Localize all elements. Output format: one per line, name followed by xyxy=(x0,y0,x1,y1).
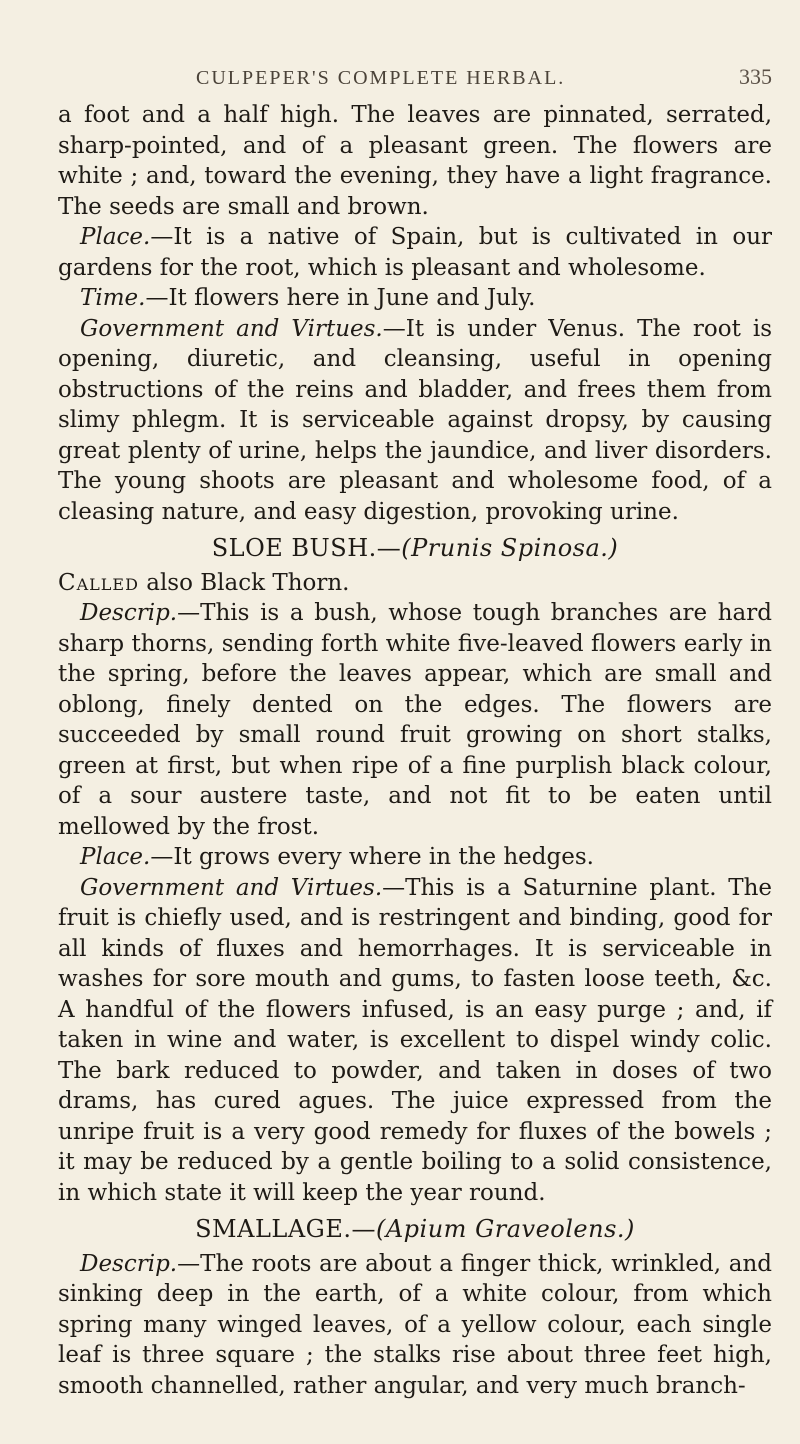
called-text: also Black Thorn. xyxy=(138,569,350,596)
sloe-latin-name: (Prunis Spinosa.) xyxy=(401,534,619,562)
descrip-text: —This is a bush, whose tough branches are hard sharp thorns, sending forth white five-leaved flowers early in the spring, before the leaves appear, which are small and oblong, finely dented on the edges. The flowers are succeeded by small round fruit growing on short stalks, green at first, but when ripe of a fine purplish black colour, of a sour austere taste, and not fit to be eaten until mellowed by the frost. xyxy=(58,600,772,840)
sloe-place-paragraph xyxy=(58,842,772,873)
place-label: Place. xyxy=(80,224,151,250)
sloe-government-paragraph xyxy=(58,873,772,1209)
sloe-heading-text: SLOE BUSH.— xyxy=(211,534,402,562)
intro-time-paragraph xyxy=(58,283,772,314)
intro-paragraph: a foot and a half high. The leaves are pinnated, serrated, sharp-pointed, and of a pleasant green. The flowers are white ; and, toward the evening, they have a light fragrance. The seeds are small and brown. xyxy=(58,102,772,220)
intro-place-paragraph xyxy=(58,222,772,283)
descrip-text: —The roots are about a finger thick, wrinkled, and sinking deep in the earth, of a white colour, from which spring many winged leaves, of a yellow colour, each single leaf is three square ; the stalks rise about three feet high, smooth channelled, rather angular, and very much branch- xyxy=(58,1250,772,1399)
sloe-bush-heading xyxy=(58,533,772,564)
time-label: Time. xyxy=(80,285,146,311)
page-number: 335 xyxy=(739,64,772,89)
smallage-description-paragraph xyxy=(58,1249,772,1402)
intro-government-paragraph xyxy=(58,314,772,528)
called-label: Called xyxy=(58,569,139,596)
place-text: —It is a native of Spain, but is cultivated in our gardens for the root, which is pleasant and wholesome. xyxy=(58,224,772,281)
smallage-latin-name: (Apium Graveolens.) xyxy=(375,1215,635,1243)
time-text: —It flowers here in June and July. xyxy=(145,285,536,311)
running-header xyxy=(196,64,772,90)
sloe-called-paragraph xyxy=(58,568,772,599)
sloe-description-paragraph xyxy=(58,598,772,842)
government-label: Government and Virtues. xyxy=(80,315,383,342)
government-text: —This is a Saturnine plant. The fruit is chiefly used, and is restringent and binding, good for all kinds of fluxes and hemorrhages. It is serviceable in washes for sore mouth and gums, to fasten loose teeth, &c. A handful of the flowers infused, is an easy purge ; and, if taken in wine and water, is excellent to dispel windy colic. The bark reduced to powder, and taken in doses of two drams, has cured agues. The juice expressed from the unripe fruit is a very good remedy for fluxes of the bowels ; it may be reduced by a gentle boiling to a solid consistence, in which state it will keep the year round. xyxy=(58,874,772,1206)
descrip-label: Descrip. xyxy=(80,1250,178,1277)
descrip-label: Descrip. xyxy=(80,600,178,626)
government-text: —It is under Venus. The root is opening, diuretic, and cleansing, useful in opening obstructions of the reins and bladder, and frees them from slimy phlegm. It is serviceable against dropsy, by causing great plenty of urine, helps the jaundice, and liver disorders. The young shoots are pleasant and wholesome food, of a cleasing nature, and easy digestion, provoking urine. xyxy=(58,315,772,525)
place-text: —It grows every where in the hedges. xyxy=(150,844,594,870)
government-label: Government and Virtues. xyxy=(80,874,383,901)
place-label: Place. xyxy=(80,844,151,870)
smallage-heading xyxy=(58,1214,772,1245)
running-title: CULPEPER'S COMPLETE HERBAL. xyxy=(196,67,566,89)
smallage-heading-text: SMALLAGE.— xyxy=(195,1215,376,1243)
